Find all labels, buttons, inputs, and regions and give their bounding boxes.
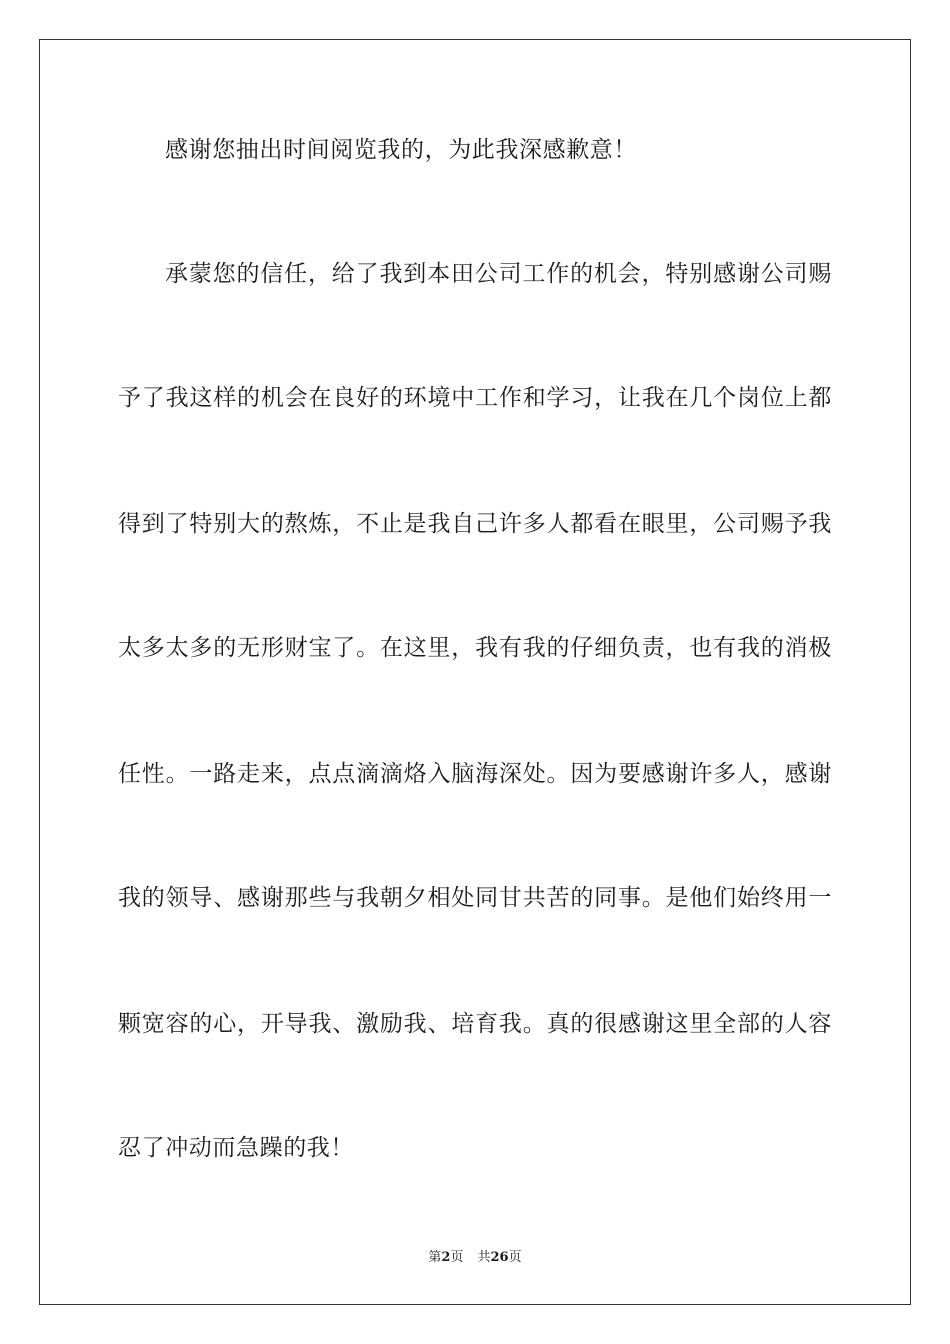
paragraph-2-line-3: 得到了特别大的熬炼，不止是我自己许多人都看在眼里，公司赐予我: [118, 511, 832, 537]
paragraph-2-line-8: 忍了冲动而急躁的我！: [118, 1135, 354, 1161]
paragraph-2-line-6: 我的领导、感谢那些与我朝夕相处同甘共苦的同事。是他们始终用一: [118, 885, 832, 911]
paragraph-1-line-1: 感谢您抽出时间阅览我的，为此我深感歉意！: [165, 137, 637, 163]
page-prefix: 第: [428, 1250, 442, 1265]
total-prefix: 共: [477, 1250, 491, 1265]
page-suffix: 页: [450, 1250, 464, 1265]
paragraph-2-line-1: 承蒙您的信任，给了我到本田公司工作的机会，特别感谢公司赐: [165, 261, 832, 287]
page-total-number: 26: [490, 1250, 509, 1265]
paragraph-2-line-4: 太多太多的无形财宝了。在这里，我有我的仔细负责，也有我的消极: [118, 635, 832, 661]
paragraph-2-line-2: 予了我这样的机会在良好的环境中工作和学习，让我在几个岗位上都: [118, 385, 832, 411]
paragraph-2-line-7: 颗宽容的心，开导我、激励我、培育我。真的很感谢这里全部的人容: [118, 1011, 832, 1037]
page-current-number: 2: [441, 1250, 451, 1265]
page-border: [39, 39, 911, 1305]
page-footer: [0, 1250, 950, 1266]
paragraph-2-line-5: 任性。一路走来，点点滴滴烙入脑海深处。因为要感谢许多人，感谢: [118, 761, 832, 787]
total-suffix: 页: [508, 1250, 522, 1265]
